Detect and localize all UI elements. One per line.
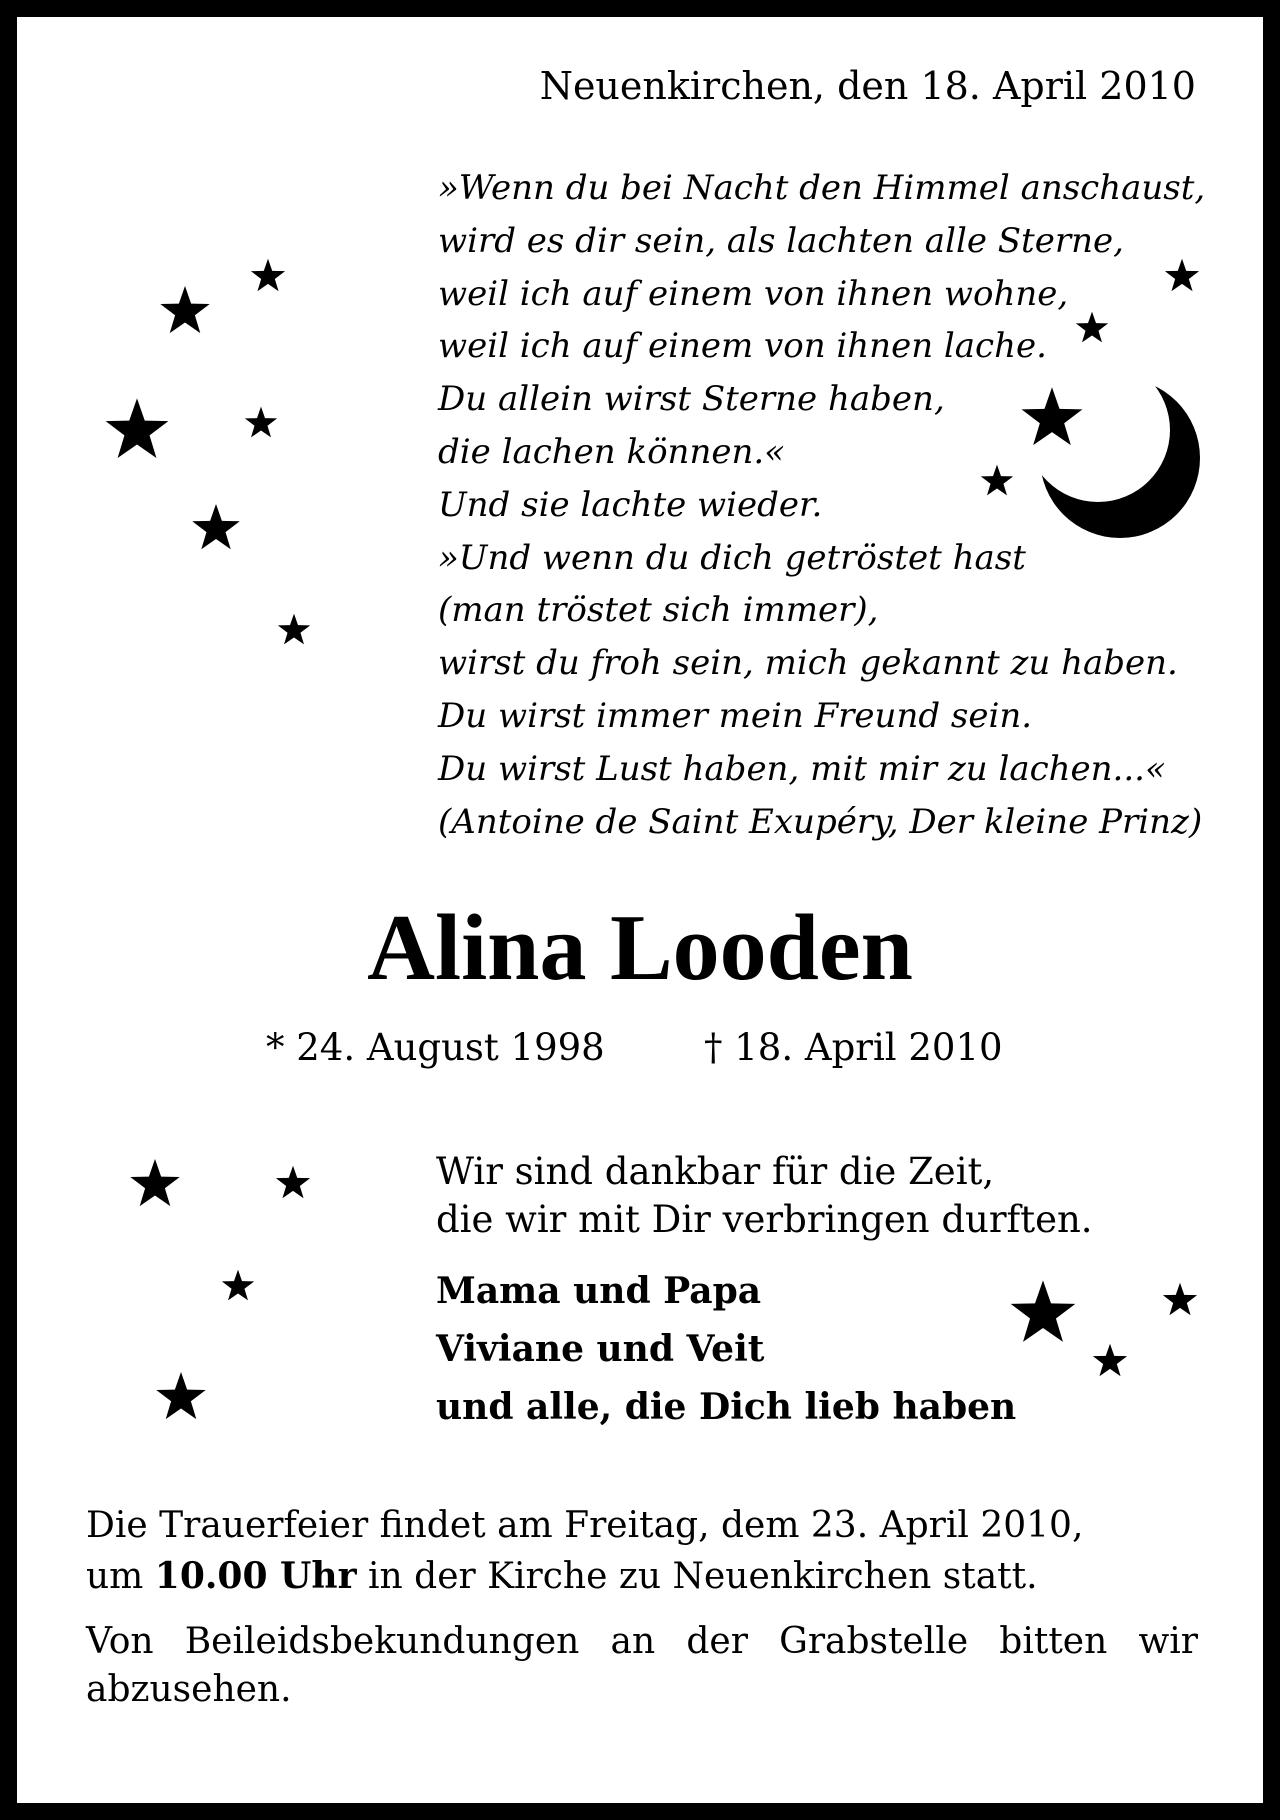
poem-line: weil ich auf einem von ihnen wohne, [438,273,1069,314]
funeral-text: um [86,1556,155,1597]
star-icon [980,464,1014,498]
poem-line: »Wenn du bei Nacht den Himmel anschaust, [438,168,1206,208]
funeral-time: 10.00 Uhr [154,1555,357,1597]
poem-line: wird es dir sein, als lachten alle Sterne, [438,220,1124,261]
condolence-note: Von Beileidsbekundungen an der Grabstelle bitten wir abzusehen. [86,1621,1198,1710]
thanks-message [436,1148,1093,1244]
star-icon [191,503,241,553]
death-date: † 18. April 2010 [704,1026,1003,1069]
funeral-line: Die Trauerfeier findet am Freitag, dem 23. April 2010, [86,1505,1084,1546]
poem-line: Du allein wirst Sterne haben, [438,379,945,420]
star-icon [1009,1279,1077,1347]
poem-attribution: (Antoine de Saint Exupéry, Der kleine Prinz) [438,801,1203,842]
family-line: Viviane und Veit [436,1328,765,1370]
star-icon [275,1165,311,1201]
deceased-name: Alina Looden [367,896,913,1000]
star-icon [159,285,211,337]
star-icon [129,1158,181,1210]
poem-line: Du wirst immer mein Freund sein. [438,695,1033,736]
star-icon [1075,311,1109,345]
poem-line: weil ich auf einem von ihnen lache. [438,326,1047,367]
star-icon [1164,258,1200,294]
star-icon [221,1269,255,1303]
family-line: Mama und Papa [436,1270,762,1312]
funeral-text: in der Kirche zu Neuenkirchen statt. [356,1556,1038,1597]
poem-line: »Und wenn du dich getröstet hast [438,537,1026,578]
family-signature [436,1262,1016,1436]
star-icon [104,397,170,463]
star-icon [244,406,278,440]
thanks-line: Wir sind dankbar für die Zeit, [436,1150,995,1193]
star-icon [277,613,311,647]
star-icon [1020,386,1084,450]
poem-line: die lachen können.« [438,431,785,472]
birth-date: * 24. August 1998 [266,1026,605,1069]
star-icon [1162,1282,1198,1318]
poem-line: Und sie lachte wieder. [438,484,823,525]
star-icon [250,258,286,294]
date-line: Neuenkirchen, den 18. April 2010 [539,64,1196,108]
thanks-line: die wir mit Dir verbringen durften. [436,1198,1093,1241]
funeral-line [86,1551,1083,1602]
funeral-info [86,1500,1083,1602]
star-icon [155,1371,207,1423]
poem-line: (man tröstet sich immer), [438,590,879,631]
family-line: und alle, die Dich lieb haben [436,1386,1017,1428]
star-icon [1092,1343,1128,1379]
poem-line: wirst du froh sein, mich gekannt zu haben. [438,643,1178,684]
poem-line: Du wirst Lust haben, mit mir zu lachen...« [438,748,1166,789]
